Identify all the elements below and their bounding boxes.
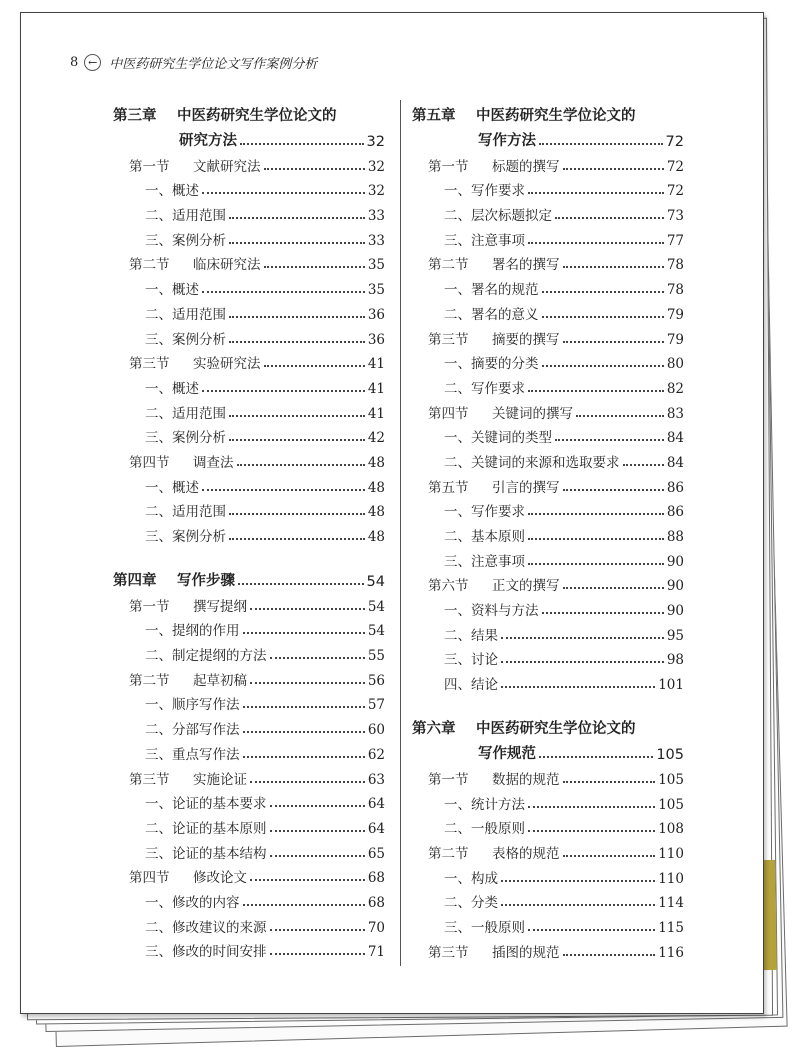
page-ref: 32	[366, 134, 385, 150]
subsection-entry[interactable]	[412, 911, 684, 936]
dot-leader	[243, 706, 365, 708]
chapter-number: 第三章	[113, 108, 157, 124]
chapter-number: 第四章	[113, 573, 157, 589]
page-ref: 90	[666, 578, 684, 595]
subsection-entry[interactable]	[113, 837, 385, 862]
section-title: 数据的规范	[492, 771, 560, 788]
subsection-entry[interactable]	[412, 813, 684, 838]
subsection-title: 三、讨论	[444, 652, 498, 669]
page-ref: 84	[666, 454, 684, 471]
page-ref: 72	[665, 134, 684, 150]
page-ref: 90	[666, 603, 684, 620]
dot-leader	[229, 217, 365, 219]
page-ref: 86	[666, 479, 684, 496]
page-ref: 48	[367, 454, 385, 471]
chapter-entry[interactable]	[113, 125, 385, 150]
subsection-entry[interactable]	[412, 496, 684, 521]
subsection-entry[interactable]	[412, 788, 684, 813]
page-ref: 82	[666, 380, 684, 397]
chapter-title: 写作步骤	[177, 573, 235, 589]
section-number: 第一节	[428, 158, 469, 175]
dot-leader	[528, 538, 664, 540]
subsection-title: 一、论证的基本要求	[145, 796, 267, 813]
page-ref: 78	[666, 282, 684, 299]
section-title: 表格的规范	[492, 845, 560, 862]
section-number: 第三节	[428, 944, 469, 961]
section-number: 第二节	[129, 672, 170, 689]
page-ref: 83	[666, 405, 684, 422]
page-ref: 55	[367, 648, 385, 665]
dot-leader	[501, 661, 664, 663]
back-arrow-icon: ←	[84, 54, 101, 71]
section-title: 撰写提纲	[193, 598, 247, 615]
page-ref: 33	[367, 232, 385, 249]
dot-leader	[264, 168, 365, 170]
subsection-entry[interactable]	[113, 936, 385, 961]
subsection-title: 一、修改的内容	[145, 894, 240, 911]
page-ref: 54	[367, 598, 385, 615]
dot-leader	[528, 830, 655, 832]
dot-leader	[563, 587, 664, 589]
dot-leader	[270, 855, 365, 857]
dot-leader	[563, 954, 656, 956]
subsection-title: 二、基本原则	[444, 529, 525, 545]
subsection-entry[interactable]	[412, 175, 684, 200]
subsection-entry[interactable]	[113, 372, 385, 397]
dot-leader	[243, 632, 365, 634]
subsection-entry[interactable]	[412, 619, 684, 644]
subsection-title: 一、统计方法	[444, 796, 525, 813]
page-ref: 108	[658, 821, 684, 838]
section-title: 关键词的撰写	[492, 405, 573, 422]
dot-leader	[202, 489, 365, 491]
subsection-title: 二、适用范围	[145, 405, 226, 422]
subsection-entry[interactable]	[113, 471, 385, 496]
dot-leader	[623, 464, 664, 466]
page-ref: 32	[367, 158, 385, 175]
dot-leader	[563, 266, 664, 268]
section-number: 第二节	[129, 257, 170, 274]
section-entry[interactable]	[412, 763, 684, 788]
chapter-title: 中医药研究生学位论文的	[177, 108, 337, 124]
section-entry[interactable]	[412, 570, 684, 595]
dot-leader	[528, 806, 655, 808]
page-ref: 56	[367, 672, 385, 689]
subsection-entry[interactable]	[412, 422, 684, 447]
page-ref: 79	[666, 306, 684, 323]
dot-leader	[542, 291, 664, 293]
subsection-entry[interactable]	[412, 594, 684, 619]
dot-leader	[270, 929, 365, 931]
subsection-title: 四、结论	[444, 677, 498, 694]
section-entry[interactable]	[113, 249, 385, 274]
dot-leader	[250, 879, 365, 881]
dot-leader	[250, 781, 365, 783]
chapter-heading-line	[113, 100, 385, 125]
dot-leader	[501, 686, 655, 688]
column-divider	[400, 100, 401, 966]
dot-leader	[229, 415, 365, 417]
dot-leader	[229, 316, 365, 318]
subsection-title: 一、写作要求	[444, 183, 525, 200]
toc-chapter	[113, 565, 385, 960]
dot-leader	[270, 953, 365, 955]
dot-leader	[563, 489, 664, 491]
section-entry[interactable]	[412, 150, 684, 175]
subsection-title: 二、分部写作法	[145, 722, 240, 739]
section-number: 第四节	[428, 405, 469, 422]
page-ref: 48	[367, 529, 385, 545]
subsection-entry[interactable]	[113, 520, 385, 545]
section-number: 第一节	[129, 598, 170, 615]
subsection-entry[interactable]	[113, 175, 385, 200]
section-title: 实施论证	[193, 771, 247, 788]
page-ref: 65	[367, 845, 385, 862]
page-ref: 60	[367, 722, 385, 739]
page-ref: 64	[367, 796, 385, 813]
page-ref: 41	[367, 405, 385, 422]
page-ref: 63	[367, 771, 385, 788]
page-ref: 41	[367, 356, 385, 373]
page-ref: 36	[367, 306, 385, 323]
dot-leader	[563, 168, 664, 170]
subsection-entry[interactable]	[412, 520, 684, 545]
page-ref: 114	[658, 895, 684, 912]
subsection-entry[interactable]	[113, 224, 385, 249]
page-ref: 68	[367, 894, 385, 911]
dot-leader	[243, 731, 365, 733]
section-entry[interactable]	[113, 348, 385, 373]
subsection-title: 二、署名的意义	[444, 306, 539, 323]
subsection-title: 三、注意事项	[444, 232, 525, 249]
section-number: 第三节	[129, 356, 170, 373]
subsection-title: 二、结果	[444, 627, 498, 644]
dot-leader	[229, 513, 365, 515]
dot-leader	[563, 855, 656, 857]
dot-leader	[563, 781, 656, 783]
dot-leader	[563, 341, 664, 343]
page-ref: 90	[666, 553, 684, 570]
page-ref: 88	[666, 529, 684, 545]
page-ref: 32	[367, 183, 385, 200]
section-title: 起草初稿	[193, 672, 247, 689]
subsection-entry[interactable]	[113, 199, 385, 224]
dot-leader	[542, 612, 664, 614]
chapter-heading-line	[412, 100, 684, 125]
section-title: 调查法	[193, 454, 234, 471]
section-entry[interactable]	[113, 150, 385, 175]
dot-leader	[202, 390, 365, 392]
subsection-title: 一、署名的规范	[444, 282, 539, 299]
dot-leader	[243, 904, 365, 906]
subsection-entry[interactable]	[113, 422, 385, 447]
section-entry[interactable]	[113, 763, 385, 788]
chapter-entry[interactable]	[412, 738, 684, 763]
subsection-title: 三、修改的时间安排	[145, 944, 267, 961]
section-title: 摘要的撰写	[492, 331, 560, 348]
dot-leader	[542, 316, 664, 318]
subsection-entry[interactable]	[113, 713, 385, 738]
subsection-title: 二、分类	[444, 895, 498, 912]
subsection-title: 二、适用范围	[145, 306, 226, 323]
page-ref: 35	[367, 282, 385, 299]
chapter-entry[interactable]	[113, 565, 385, 590]
dot-leader	[528, 390, 664, 392]
chapter-title-cont: 研究方法	[179, 133, 237, 149]
section-title: 引言的撰写	[492, 479, 560, 496]
subsection-entry[interactable]	[113, 738, 385, 763]
chapter-number: 第六章	[412, 721, 456, 738]
section-title: 文献研究法	[193, 158, 261, 175]
page-ref: 116	[658, 944, 684, 961]
page-ref: 105	[656, 747, 684, 764]
book-title: 中医药研究生学位论文写作案例分析	[109, 56, 318, 72]
dot-leader	[264, 266, 365, 268]
subsection-entry[interactable]	[113, 323, 385, 348]
section-entry[interactable]	[412, 397, 684, 422]
page-ref: 110	[658, 845, 684, 862]
page-ref: 101	[658, 677, 684, 694]
section-entry[interactable]	[113, 446, 385, 471]
page-ref: 95	[666, 627, 684, 644]
page-ref: 70	[367, 919, 385, 936]
page-ref: 68	[367, 870, 385, 887]
subsection-title: 二、适用范围	[145, 208, 226, 225]
dot-leader	[528, 192, 664, 194]
subsection-title: 三、一般原则	[444, 919, 525, 936]
dot-leader	[501, 880, 655, 882]
section-title: 署名的撰写	[492, 257, 560, 274]
subsection-title: 一、提纲的作用	[145, 623, 240, 640]
page-ref: 115	[658, 919, 684, 936]
subsection-title: 一、概述	[145, 380, 199, 397]
subsection-entry[interactable]	[113, 639, 385, 664]
subsection-title: 三、案例分析	[145, 529, 226, 545]
page-ref: 110	[658, 870, 684, 887]
subsection-title: 一、写作要求	[444, 504, 525, 521]
subsection-entry[interactable]	[412, 545, 684, 570]
page-ref: 73	[666, 208, 684, 225]
section-title: 标题的撰写	[492, 158, 560, 175]
subsection-title: 一、构成	[444, 870, 498, 887]
toc-chapter	[113, 100, 385, 545]
dot-leader	[270, 805, 365, 807]
subsection-title: 二、制定提纲的方法	[145, 648, 267, 665]
page-ref: 48	[367, 504, 385, 521]
toc-right-column	[412, 100, 684, 961]
page-ref: 36	[367, 331, 385, 348]
dot-leader	[202, 291, 365, 293]
page-ref: 98	[666, 652, 684, 669]
dot-leader	[250, 608, 365, 610]
page-ref: 42	[367, 430, 385, 447]
page-ref: 79	[666, 331, 684, 348]
page-ref: 64	[367, 820, 385, 837]
section-number: 第三节	[129, 771, 170, 788]
chapter-title: 中医药研究生学位论文的	[476, 721, 636, 738]
subsection-title: 三、论证的基本结构	[145, 845, 267, 862]
page-number: 8	[70, 54, 79, 70]
dot-leader	[501, 904, 655, 906]
section-entry[interactable]	[412, 471, 684, 496]
subsection-title: 二、适用范围	[145, 504, 226, 521]
subsection-entry[interactable]	[113, 298, 385, 323]
section-number: 第四节	[129, 454, 170, 471]
subsection-entry[interactable]	[113, 496, 385, 521]
dot-leader	[555, 439, 664, 441]
page-ref: 105	[658, 796, 684, 813]
subsection-entry[interactable]	[113, 615, 385, 640]
page-ref: 57	[367, 697, 385, 714]
subsection-entry[interactable]	[412, 644, 684, 669]
section-entry[interactable]	[113, 862, 385, 887]
page-ref: 105	[658, 771, 684, 788]
page-ref: 72	[666, 183, 684, 200]
subsection-title: 二、写作要求	[444, 380, 525, 397]
page-ref: 48	[367, 479, 385, 496]
dot-leader	[528, 242, 664, 244]
subsection-title: 二、关键词的来源和选取要求	[444, 454, 620, 471]
dot-leader	[243, 756, 365, 758]
page-ref: 78	[666, 257, 684, 274]
dot-leader	[501, 637, 664, 639]
subsection-title: 一、概述	[145, 479, 199, 496]
subsection-entry[interactable]	[412, 668, 684, 693]
section-entry[interactable]	[113, 590, 385, 615]
subsection-entry[interactable]	[113, 273, 385, 298]
subsection-entry[interactable]	[412, 273, 684, 298]
chapter-number: 第五章	[412, 108, 456, 124]
subsection-title: 三、案例分析	[145, 331, 226, 348]
chapter-title-cont: 写作方法	[478, 133, 536, 149]
section-number: 第二节	[428, 845, 469, 862]
subsection-entry[interactable]	[113, 397, 385, 422]
chapter-entry[interactable]	[412, 125, 684, 150]
dot-leader	[528, 563, 664, 565]
page-ref: 33	[367, 208, 385, 225]
dot-leader	[539, 143, 663, 145]
subsection-title: 一、资料与方法	[444, 603, 539, 620]
section-entry[interactable]	[412, 249, 684, 274]
toc-chapter	[412, 100, 684, 693]
dot-leader	[270, 657, 365, 659]
chapter-title-cont: 写作规范	[478, 746, 536, 763]
toc-left-column	[113, 100, 385, 960]
subsection-entry[interactable]	[412, 446, 684, 471]
running-header	[70, 52, 317, 72]
page-ref: 86	[666, 504, 684, 521]
subsection-entry[interactable]	[113, 886, 385, 911]
subsection-title: 三、案例分析	[145, 232, 226, 249]
section-title: 修改论文	[193, 870, 247, 887]
subsection-entry[interactable]	[412, 298, 684, 323]
subsection-title: 一、关键词的类型	[444, 430, 552, 447]
page-ref: 71	[367, 944, 385, 961]
dot-leader	[528, 513, 664, 515]
subsection-title: 一、摘要的分类	[444, 356, 539, 373]
subsection-entry[interactable]	[113, 788, 385, 813]
chapter-heading-line	[412, 713, 684, 738]
page-ref: 41	[367, 380, 385, 397]
subsection-entry[interactable]	[113, 689, 385, 714]
dot-leader	[270, 830, 365, 832]
subsection-title: 二、一般原则	[444, 821, 525, 838]
subsection-title: 二、修改建议的来源	[145, 919, 267, 936]
dot-leader	[229, 242, 365, 244]
section-number: 第一节	[428, 771, 469, 788]
section-number: 第四节	[129, 870, 170, 887]
page-ref: 84	[666, 430, 684, 447]
dot-leader	[229, 439, 365, 441]
page-ref: 77	[666, 232, 684, 249]
page-ref: 62	[367, 746, 385, 763]
page-ref: 35	[367, 257, 385, 274]
subsection-entry[interactable]	[412, 199, 684, 224]
subsection-entry[interactable]	[412, 862, 684, 887]
subsection-title: 一、概述	[145, 282, 199, 299]
subsection-entry[interactable]	[412, 348, 684, 373]
section-entry[interactable]	[412, 837, 684, 862]
subsection-entry[interactable]	[412, 887, 684, 912]
section-number: 第六节	[428, 578, 469, 595]
subsection-entry[interactable]	[412, 372, 684, 397]
page-ref: 72	[666, 158, 684, 175]
subsection-title: 二、论证的基本原则	[145, 820, 267, 837]
section-number: 第五节	[428, 479, 469, 496]
subsection-title: 三、注意事项	[444, 553, 525, 570]
dot-leader	[555, 217, 664, 219]
section-number: 第三节	[428, 331, 469, 348]
subsection-title: 三、案例分析	[145, 430, 226, 447]
subsection-entry[interactable]	[113, 911, 385, 936]
toc-chapter	[412, 713, 684, 961]
section-title: 正文的撰写	[492, 578, 560, 595]
subsection-entry[interactable]	[412, 224, 684, 249]
page-ref: 54	[367, 623, 385, 640]
dot-leader	[229, 538, 365, 540]
section-entry[interactable]	[412, 323, 684, 348]
section-title: 插图的规范	[492, 944, 560, 961]
dot-leader	[237, 464, 365, 466]
dot-leader	[240, 143, 364, 145]
subsection-entry[interactable]	[113, 812, 385, 837]
subsection-title: 二、层次标题拟定	[444, 208, 552, 225]
section-number: 第二节	[428, 257, 469, 274]
dot-leader	[238, 583, 364, 585]
subsection-title: 一、顺序写作法	[145, 697, 240, 714]
dot-leader	[202, 192, 365, 194]
subsection-title: 一、概述	[145, 183, 199, 200]
section-title: 临床研究法	[193, 257, 261, 274]
section-entry[interactable]	[412, 936, 684, 961]
chapter-title: 中医药研究生学位论文的	[476, 108, 636, 124]
page-ref: 54	[366, 574, 385, 590]
dot-leader	[528, 929, 655, 931]
page-ref: 80	[666, 356, 684, 373]
dot-leader	[576, 415, 664, 417]
section-number: 第一节	[129, 158, 170, 175]
section-title: 实验研究法	[193, 356, 261, 373]
dot-leader	[250, 682, 365, 684]
dot-leader	[264, 365, 365, 367]
dot-leader	[229, 341, 365, 343]
subsection-title: 三、重点写作法	[145, 746, 240, 763]
section-entry[interactable]	[113, 664, 385, 689]
dot-leader	[542, 365, 664, 367]
dot-leader	[539, 756, 653, 758]
